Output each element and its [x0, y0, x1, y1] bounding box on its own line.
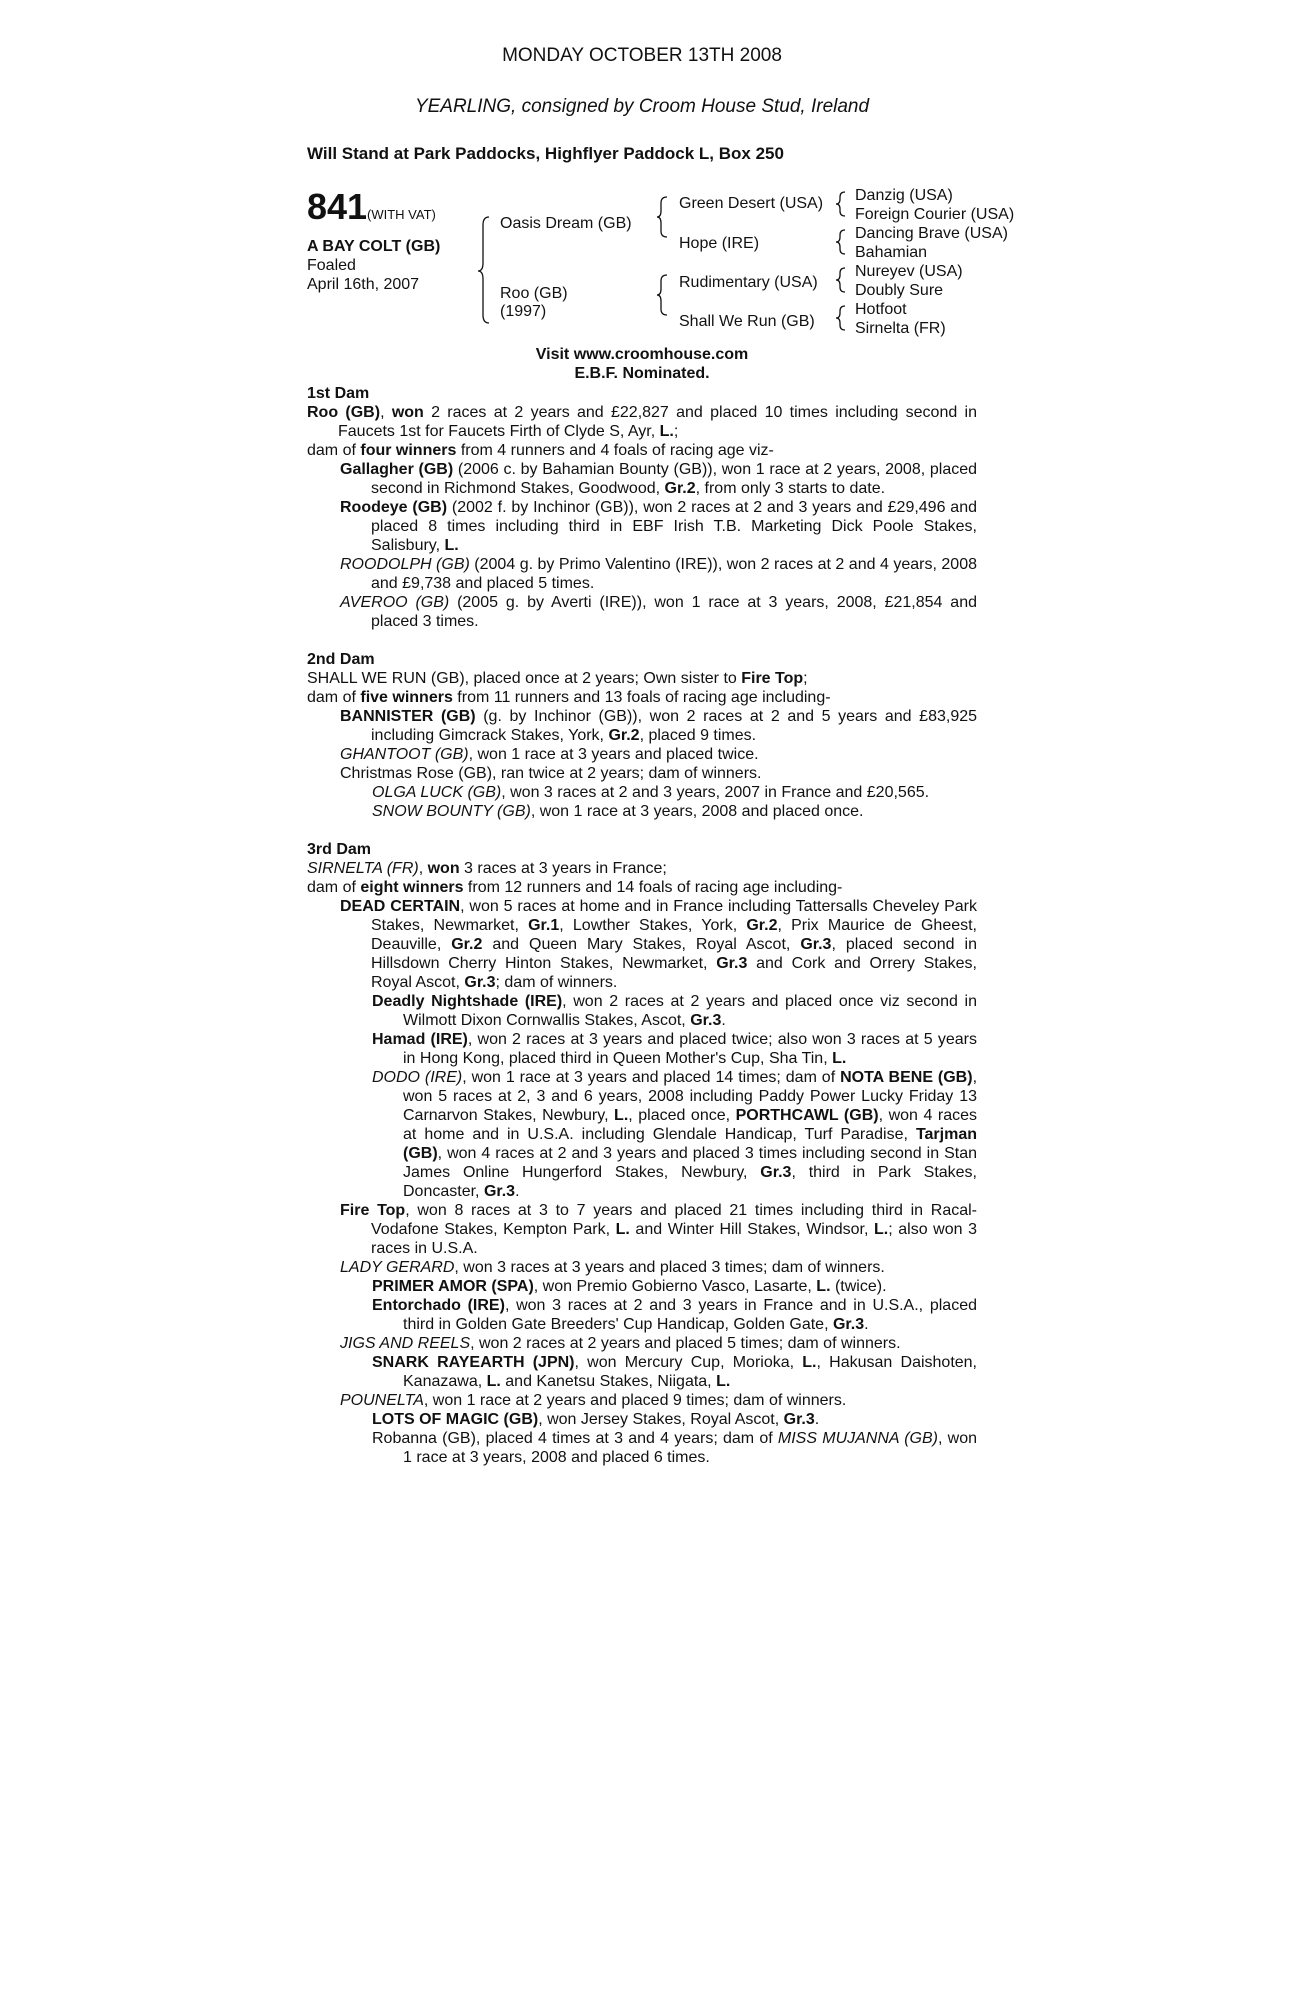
family-entry: Roo (GB), won 2 races at 2 years and £22,827 and placed 10 times including second in Faucets 1st for Faucets Firth of Clyde S, Ayr, L.;	[307, 404, 978, 440]
family-entry: PRIMER AMOR (SPA), won Premio Gobierno Vasco, Lasarte, L. (twice).	[372, 1278, 887, 1295]
family-entry: Deadly Nightshade (IRE), won 2 races at 2 years and placed once viz second in Wilmott Dixon Cornwallis Stakes, Ascot, Gr.3.	[372, 993, 977, 1029]
family-entry: SNARK RAYEARTH (JPN), won Mercury Cup, Morioka, L., Hakusan Daishoten, Kanazawa, L. and Kanetsu Stakes, Niigata, L.	[372, 1354, 978, 1390]
bracket-g1	[836, 192, 845, 216]
sire-dam: Hope (IRE)	[679, 235, 760, 252]
bracket-g2	[836, 230, 845, 254]
section-heading: 3rd Dam	[307, 841, 372, 858]
grandsire-5: Nureyev (USA)	[855, 263, 963, 280]
family-entry: DODO (IRE), won 1 race at 3 years and placed 14 times; dam of NOTA BENE (GB), won 5 races at 2, 3 and 6 years, 2008 including Paddy Power Lucky Friday 13 Carnarvon Stakes, Newbury, L., placed once, PORTHCAWL (GB), won 4 races at home and in U.S.A. including Glendale Handicap, Turf Paradise, Tarjman (GB), won 4 races at 2 and 3 years and placed 3 times including second in Stan James Online Hungerford Stakes, Newbury, Gr.3, third in Park Stakes, Doncaster, Gr.3.	[372, 1069, 978, 1200]
consignor-line: YEARLING, consigned by Croom House Stud, Ireland	[414, 96, 870, 117]
vat-note: (WITH VAT)	[367, 207, 436, 222]
horse-description: A BAY COLT (GB)	[307, 238, 441, 255]
section-gap	[307, 631, 977, 650]
family-entry: Robanna (GB), placed 4 times at 3 and 4 years; dam of MISS MUJANNA (GB), won 1 race at 3 years, 2008 and placed 6 times.	[372, 1430, 977, 1466]
stand-location: Will Stand at Park Paddocks, Highflyer Paddock L, Box 250	[307, 144, 784, 163]
family-entry: SHALL WE RUN (GB), placed once at 2 years; Own sister to Fire Top;	[307, 670, 808, 687]
sire-sire: Green Desert (USA)	[679, 195, 824, 212]
family-entry: Gallagher (GB) (2006 c. by Bahamian Bounty (GB)), won 1 race at 2 years, 2008, placed second in Richmond Stakes, Goodwood, Gr.2, from only 3 starts to date.	[340, 461, 978, 497]
dam-dam: Shall We Run (GB)	[679, 313, 815, 330]
grandsire-8: Sirnelta (FR)	[855, 320, 946, 337]
family-entry: Fire Top, won 8 races at 3 to 7 years and placed 21 times including third in Racal-Vodafone Stakes, Kempton Park, L. and Winter Hill Stakes, Windsor, L.; also won 3 races in U.S.A.	[340, 1202, 978, 1257]
section-heading: 1st Dam	[307, 385, 370, 402]
family-entry: SNOW BOUNTY (GB), won 1 race at 3 years, 2008 and placed once.	[372, 803, 864, 820]
foaled-date: April 16th, 2007	[307, 276, 420, 293]
family-entry: Hamad (IRE), won 2 races at 3 years and placed twice; also won 3 races at 5 years in Hong Kong, placed third in Queen Mother's Cup, Sha Tin, L.	[372, 1031, 977, 1067]
bracket-dam	[657, 275, 667, 315]
family-entry: ROODOLPH (GB) (2004 g. by Primo Valentino (IRE)), won 2 races at 2 and 4 years, 2008 and £9,738 and placed 5 times.	[340, 556, 977, 592]
section-gap	[307, 821, 977, 840]
family-entry: dam of eight winners from 12 runners and 14 foals of racing age including-	[307, 879, 843, 896]
bracket-main	[478, 217, 489, 323]
dam-name: Roo (GB)	[500, 285, 568, 302]
family-notes	[307, 384, 977, 1467]
family-entry: GHANTOOT (GB), won 1 race at 3 years and placed twice.	[340, 746, 759, 763]
family-entry: LOTS OF MAGIC (GB), won Jersey Stakes, Royal Ascot, Gr.3.	[372, 1411, 820, 1428]
family-entry: BANNISTER (GB) (g. by Inchinor (GB)), won 2 races at 2 and 5 years and £83,925 including Gimcrack Stakes, York, Gr.2, placed 9 times.	[340, 708, 978, 744]
grandsire-3: Dancing Brave (USA)	[855, 225, 1008, 242]
family-entry: AVEROO (GB) (2005 g. by Averti (IRE)), won 1 race at 3 years, 2008, £21,854 and placed 3 times.	[340, 594, 978, 630]
family-entry: Entorchado (IRE), won 3 races at 2 and 3 years in France and in U.S.A., placed third in Golden Gate Breeders' Cup Handicap, Golden Gate, Gr.3.	[372, 1297, 977, 1333]
bracket-g4	[836, 306, 845, 330]
grandsire-4: Bahamian	[855, 244, 928, 261]
family-entry: dam of five winners from 11 runners and 13 foals of racing age including-	[307, 689, 831, 706]
ebf-note: E.B.F. Nominated.	[574, 365, 710, 382]
family-entry: Christmas Rose (GB), ran twice at 2 years; dam of winners.	[340, 765, 762, 782]
family-entry: OLGA LUCK (GB), won 3 races at 2 and 3 years, 2007 in France and £20,565.	[372, 784, 930, 801]
family-entry: SIRNELTA (FR), won 3 races at 3 years in France;	[307, 860, 667, 877]
grandsire-7: Hotfoot	[855, 301, 907, 318]
grandsire-6: Doubly Sure	[855, 282, 944, 299]
family-entry: DEAD CERTAIN, won 5 races at home and in France including Tattersalls Cheveley Park Stakes, Newmarket, Gr.1, Lowther Stakes, York, Gr.2, Prix Maurice de Gheest, Deauville, Gr.2 and Queen Mary Stakes, Royal Ascot, Gr.3, placed second in Hillsdown Cherry Hinton Stakes, Newmarket, Gr.3 and Cork and Orrery Stakes, Royal Ascot, Gr.3; dam of winners.	[340, 898, 978, 991]
dam-year: (1997)	[500, 303, 547, 320]
sire-name: Oasis Dream (GB)	[500, 215, 632, 232]
family-entry: POUNELTA, won 1 race at 2 years and placed 9 times; dam of winners.	[340, 1392, 847, 1409]
dam-sire: Rudimentary (USA)	[679, 274, 818, 291]
family-entry: JIGS AND REELS, won 2 races at 2 years and placed 5 times; dam of winners.	[340, 1335, 901, 1352]
pedigree-block	[307, 185, 1027, 345]
family-entry: Roodeye (GB) (2002 f. by Inchinor (GB)), won 2 races at 2 and 3 years and £29,496 and placed 8 times including third in EBF Irish T.B. Marketing Dick Poole Stakes, Salisbury, L.	[340, 499, 978, 554]
bracket-g3	[836, 268, 845, 292]
sale-date: MONDAY OCTOBER 13TH 2008	[502, 45, 782, 66]
grandsire-2: Foreign Courier (USA)	[855, 206, 1015, 223]
family-entry: dam of four winners from 4 runners and 4 foals of racing age viz-	[307, 442, 774, 459]
website-link[interactable]: Visit www.croomhouse.com	[535, 346, 749, 363]
bracket-sire	[657, 197, 667, 237]
lot-number: 841	[307, 186, 368, 227]
foaled-label: Foaled	[307, 257, 356, 274]
family-entry: LADY GERARD, won 3 races at 3 years and placed 3 times; dam of winners.	[340, 1259, 885, 1276]
section-heading: 2nd Dam	[307, 651, 375, 668]
grandsire-1: Danzig (USA)	[855, 187, 953, 204]
